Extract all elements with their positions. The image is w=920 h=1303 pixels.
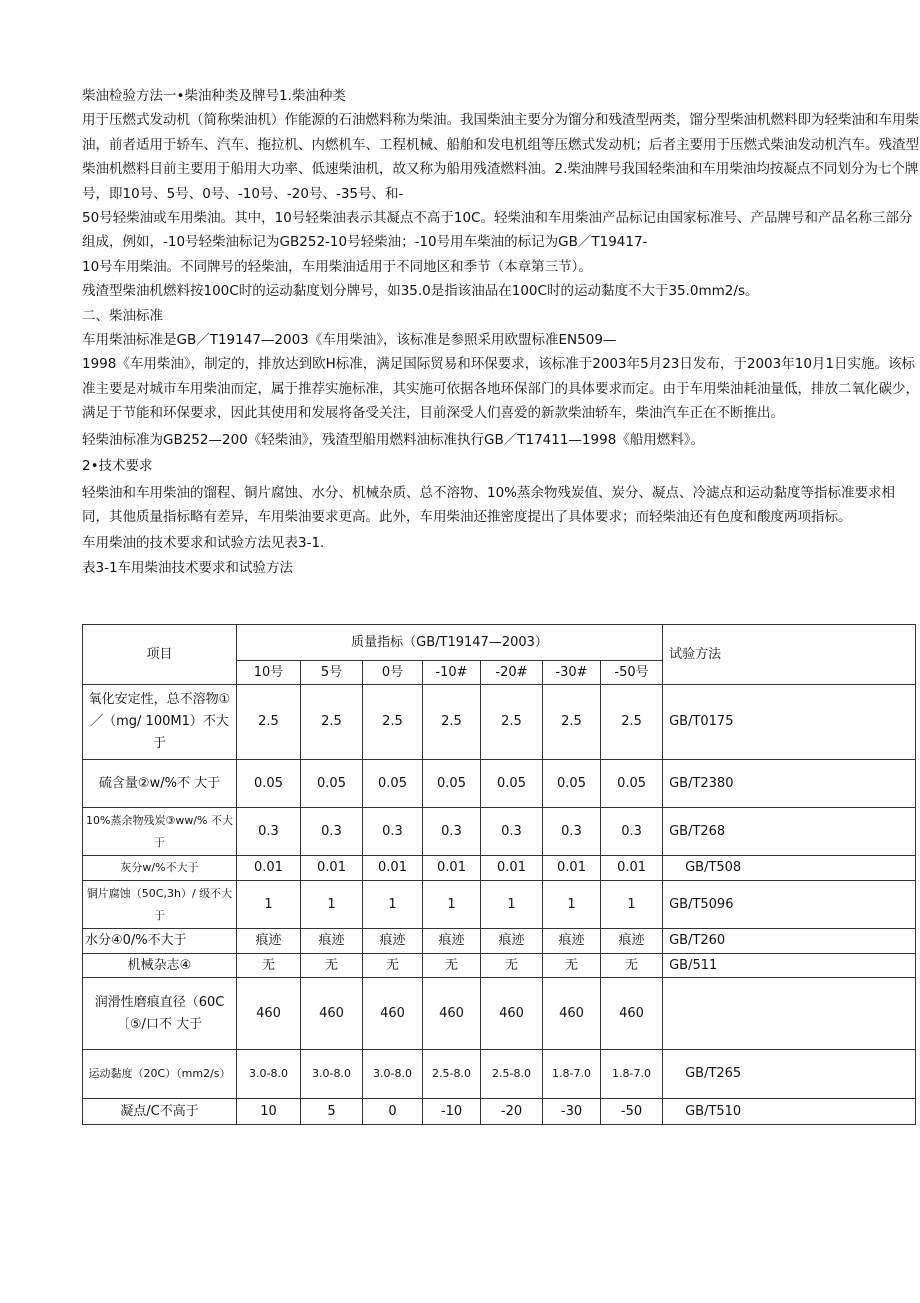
cell-value: 0.01 [237, 856, 301, 881]
cell-method: GB/T265 [663, 1050, 916, 1099]
cell-value: -10 [423, 1099, 481, 1125]
table-caption: 表3-1车用柴油技术要求和试验方法 [82, 559, 294, 576]
cell-value: 1 [543, 881, 601, 929]
grade-header: -30# [543, 661, 601, 685]
cell-value: 痕迹 [543, 929, 601, 954]
paragraph-vehicle-standard: 车用柴油标准是GB／T19147—2003《车用柴油》，该标准是参照采用欧盟标准EN509— [82, 332, 617, 349]
cell-value: 460 [423, 978, 481, 1050]
paragraph-residual-grades: 残渣型柴油机燃料按100C时的运动黏度划分牌号，如35.0是指该油品在100C时的运动黏度不大于35.0mm2/s。 [82, 283, 759, 300]
cell-method: GB/T5096 [663, 881, 916, 929]
cell-value: 1 [363, 881, 423, 929]
section-heading-diesel-types: 柴油检验方法一•柴油种类及牌号1.柴油种类 [82, 88, 346, 104]
cell-value: 1 [481, 881, 543, 929]
table-row [83, 1050, 916, 1099]
paragraph-tech-requirements: 轻柴油和车用柴油的馏程、铜片腐蚀、水分、机械杂质、总不溶物、10%蒸余物残炭值、炭分、凝点、冷滤点和运动黏度等指标准要求相同，其他质量指标略有差异，车用柴油要求更高。此外，车用柴油还推密度提出了具体要求；而轻柴油还有色度和酸度两项指标。 [82, 484, 896, 525]
cell-value: 0.3 [423, 808, 481, 856]
cell-value: 0.01 [543, 856, 601, 881]
cell-value: 痕迹 [363, 929, 423, 954]
row-item-label: 氧化安定性，总不溶物①／（mg/ 100M1）不大于 [83, 685, 237, 760]
table-header-row [83, 625, 916, 661]
cell-value: 0 [363, 1099, 423, 1125]
cell-value: 1 [301, 881, 363, 929]
cell-value: 痕迹 [601, 929, 663, 954]
header-quality: 质量指标（GB/T19147—2003） [237, 625, 663, 661]
table-row [83, 929, 916, 954]
cell-method: GB/T268 [663, 808, 916, 856]
cell-value: 0.05 [481, 760, 543, 808]
cell-value: 2.5 [543, 685, 601, 760]
paragraph-diesel-grades: 50号轻柴油或车用柴油。其中，10号轻柴油表示其凝点不高于10C。轻柴油和车用柴油产品标记由国家标准号、产品牌号和产品名称三部分组成，例如，-10号轻柴油标记为GB252-10号轻柴油；-10号用车柴油的标记为GB／T19417- [82, 210, 913, 251]
table-row [83, 760, 916, 808]
section-heading-standards: 二、柴油标准 [82, 307, 163, 324]
document-body [82, 84, 920, 580]
cell-value: 痕迹 [481, 929, 543, 954]
cell-value: 460 [601, 978, 663, 1050]
cell-value: 460 [301, 978, 363, 1050]
cell-value: 2.5 [423, 685, 481, 760]
row-item-label: 凝点/C不高于 [83, 1099, 237, 1125]
cell-value: 无 [301, 954, 363, 978]
paragraph-diesel-intro: 用于压燃式发动机（简称柴油机）作能源的石油燃料称为柴油。我国柴油主要分为馏分和残渣型两类，馏分型柴油机燃料即为轻柴油和车用柴油，前者适用于轿车、汽车、拖拉机、内燃机车、工程机械、船舶和发电机组等压燃式发动机；后者主要用于压燃式柴油发动机汽车。残渣型柴油机燃料目前主要用于船用大功率、低速柴油机，故又称为船用残渣燃料油。2.柴油牌号我国轻柴油和车用柴油均按凝点不同划分为七个牌号，即10号、5号、0号、-10号、-20号、-35号、和- [82, 112, 919, 202]
cell-value: 无 [481, 954, 543, 978]
section-heading-tech-requirements: 2•技术要求 [82, 458, 153, 475]
cell-value: 460 [363, 978, 423, 1050]
header-method: 试验方法 [663, 625, 916, 685]
row-item-label: 灰分w/%不大于 [83, 856, 237, 881]
cell-value: 0.05 [423, 760, 481, 808]
cell-value: 痕迹 [237, 929, 301, 954]
row-item-label: 运动黏度（20C）（mm2/s） [83, 1050, 237, 1099]
cell-value: 痕迹 [423, 929, 481, 954]
grade-header: -10# [423, 661, 481, 685]
cell-value: 3.0-8.0 [301, 1050, 363, 1099]
cell-value: 0.01 [423, 856, 481, 881]
cell-value: 0.01 [301, 856, 363, 881]
cell-value: 0.3 [601, 808, 663, 856]
row-item-label: 机械杂志④ [83, 954, 237, 978]
cell-value: 无 [363, 954, 423, 978]
cell-value: 0.05 [363, 760, 423, 808]
cell-method [663, 978, 916, 1050]
paragraph-table-reference: 车用柴油的技术要求和试验方法见表3-1. [82, 535, 325, 552]
cell-value: 0.3 [543, 808, 601, 856]
row-item-label: 水分④0/%不大于 [83, 929, 237, 954]
cell-value: -30 [543, 1099, 601, 1125]
cell-value: 0.3 [363, 808, 423, 856]
cell-method: GB/T510 [663, 1099, 916, 1125]
cell-method: GB/T260 [663, 929, 916, 954]
grade-header: -50号 [601, 661, 663, 685]
table-row [83, 978, 916, 1050]
cell-value: 460 [543, 978, 601, 1050]
cell-value: 0.3 [481, 808, 543, 856]
grade-header: 0号 [363, 661, 423, 685]
header-item: 项目 [83, 625, 237, 685]
cell-value: 0.05 [601, 760, 663, 808]
cell-value: -50 [601, 1099, 663, 1125]
cell-value: 0.05 [543, 760, 601, 808]
paragraph-standard-details: 1998《车用柴油》，制定的，排放达到欧H标准，满足国际贸易和环保要求，该标准于2003年5月23日发布，于2003年10月1日实施。该标准主要是对城市车用柴油而定，属于推荐实施标准，其实施可依据各地环保部门的具体要求而定。由于车用柴油耗油量低，排放二氧化碳少，满足于节能和环保要求，因此其使用和发展将备受关注，目前深受人们喜爱的新款柴油轿车，柴油汽车正在不断推出。 [82, 356, 919, 422]
cell-value: 无 [601, 954, 663, 978]
cell-method: GB/511 [663, 954, 916, 978]
cell-value: 0.01 [601, 856, 663, 881]
cell-value: 0.01 [481, 856, 543, 881]
row-item-label: 10%蒸余物残炭③ww/% 不大于 [83, 808, 237, 856]
cell-value: 2.5 [481, 685, 543, 760]
cell-method: GB/T0175 [663, 685, 916, 760]
grade-header: -20# [481, 661, 543, 685]
cell-value: 3.0-8.0 [363, 1050, 423, 1099]
cell-value: 1 [601, 881, 663, 929]
cell-value: 0.01 [363, 856, 423, 881]
cell-value: 2.5-8.0 [423, 1050, 481, 1099]
cell-value: 1 [423, 881, 481, 929]
cell-value: 10 [237, 1099, 301, 1125]
cell-value: 0.3 [301, 808, 363, 856]
table-row [83, 808, 916, 856]
table-row [83, 1099, 916, 1125]
cell-value: 2.5 [237, 685, 301, 760]
cell-value: 1.8-7.0 [601, 1050, 663, 1099]
table-row [83, 856, 916, 881]
cell-value: 2.5 [301, 685, 363, 760]
cell-value: 3.0-8.0 [237, 1050, 301, 1099]
cell-value: 2.5 [601, 685, 663, 760]
table-row [83, 881, 916, 929]
grade-header: 5号 [301, 661, 363, 685]
cell-method: GB/T508 [663, 856, 916, 881]
cell-value: 0.05 [301, 760, 363, 808]
cell-value: 2.5-8.0 [481, 1050, 543, 1099]
row-item-label: 硫含量②w/%不 大于 [83, 760, 237, 808]
cell-value: 1.8-7.0 [543, 1050, 601, 1099]
cell-value: 无 [423, 954, 481, 978]
cell-value: 痕迹 [301, 929, 363, 954]
table-row [83, 954, 916, 978]
paragraph-light-diesel-standard: 轻柴油标准为GB252—200《轻柴油》，残渣型船用燃料油标准执行GB／T17411—1998《船用燃料》。 [82, 431, 705, 448]
cell-value: 0.05 [237, 760, 301, 808]
cell-method: GB/T2380 [663, 760, 916, 808]
cell-value: 无 [237, 954, 301, 978]
cell-value: 460 [481, 978, 543, 1050]
cell-value: 无 [543, 954, 601, 978]
spec-table [82, 624, 916, 1125]
cell-value: 2.5 [363, 685, 423, 760]
cell-value: -20 [481, 1099, 543, 1125]
cell-value: 1 [237, 881, 301, 929]
cell-value: 5 [301, 1099, 363, 1125]
row-item-label: 润滑性磨痕直径（60C〔⑤/口不 大于 [83, 978, 237, 1050]
row-item-label: 铜片腐蚀（50C,3h）/ 级不大于 [83, 881, 237, 929]
grade-header: 10号 [237, 661, 301, 685]
cell-value: 0.3 [237, 808, 301, 856]
table-row [83, 685, 916, 760]
paragraph-grade-usage: 10号车用柴油。不同牌号的轻柴油，车用柴油适用于不同地区和季节（本章第三节）。 [82, 258, 592, 275]
cell-value: 460 [237, 978, 301, 1050]
